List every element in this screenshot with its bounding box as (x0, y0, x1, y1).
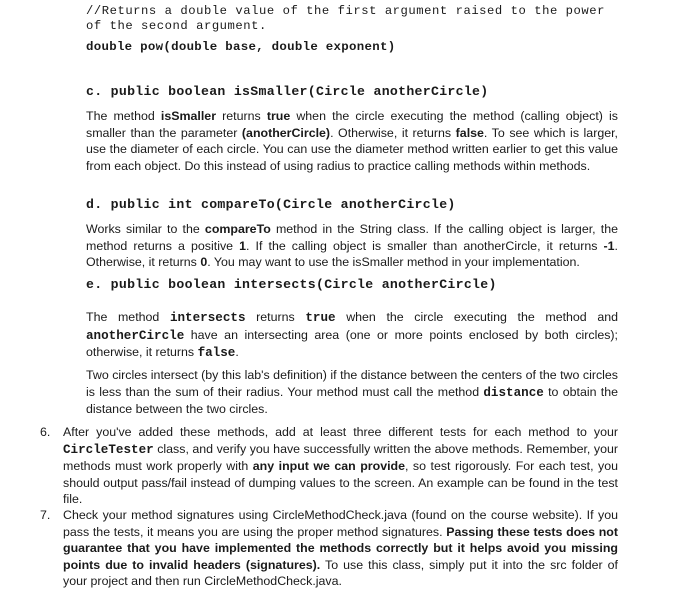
heading-is-smaller: c. public boolean isSmaller(Circle anotherCircle) (86, 84, 489, 99)
pow-signature: double pow(double base, double exponent) (86, 40, 396, 54)
intersects-description: The method intersects returns true when the circle executing the method and anotherCircle have an intersecting area (one or more points enclosed by both circles); otherwise, it returns false. (86, 310, 618, 361)
heading-intersects: e. public boolean intersects(Circle anotherCircle) (86, 277, 497, 292)
list-item-7 (40, 507, 618, 590)
heading-compare-to: d. public int compareTo(Circle anotherCircle) (86, 197, 456, 212)
list-item-text: Check your method signatures using CircleMethodCheck.java (found on the course website). If you pass the tests, it means you are using the proper method signatures. Passing these tests does not guarantee that you have implemented the methods correctly but it helps avoid you missing points due to invalid headers (signatures). To use this class, simply put it into the src folder of your project and then run CircleMethodCheck.java. (63, 508, 618, 589)
intersects-definition: Two circles intersect (by this lab's definition) if the distance between the centers of the two circles is less than the sum of their radius. Your method must call the method distance to obtain the distance between the two circles. (86, 368, 618, 417)
list-item-6 (40, 424, 618, 508)
pow-comment: //Returns a double value of the first argument raised to the power of the second argument. (86, 4, 606, 33)
list-number: 6. (40, 425, 51, 439)
list-number: 7. (40, 508, 51, 522)
list-item-text: After you've added these methods, add at least three different tests for each method to your CircleTester class, and verify you have successfully written the above methods. Remember, your methods must work properly with any input we can provide, so test rigorously. For each test, you should output pass/fail instead of dumping values to the screen. An example can be found in the test file. (63, 425, 619, 507)
compare-to-description: Works similar to the compareTo method in the String class. If the calling object is larger, the method returns a positive 1. If the calling object is smaller than anotherCircle, it returns -1. Otherwise, it returns 0. You may want to use the isSmaller method in your implementation. (86, 222, 618, 270)
is-smaller-description: The method isSmaller returns true when the circle executing the method (calling object) is smaller than the parameter (anotherCircle). Otherwise, it returns false. To see which is larger, use the diameter of each circle. You can use the diameter method written earlier to get this value from each object. Do this instead of using radius to practice calling methods within methods. (86, 109, 618, 173)
